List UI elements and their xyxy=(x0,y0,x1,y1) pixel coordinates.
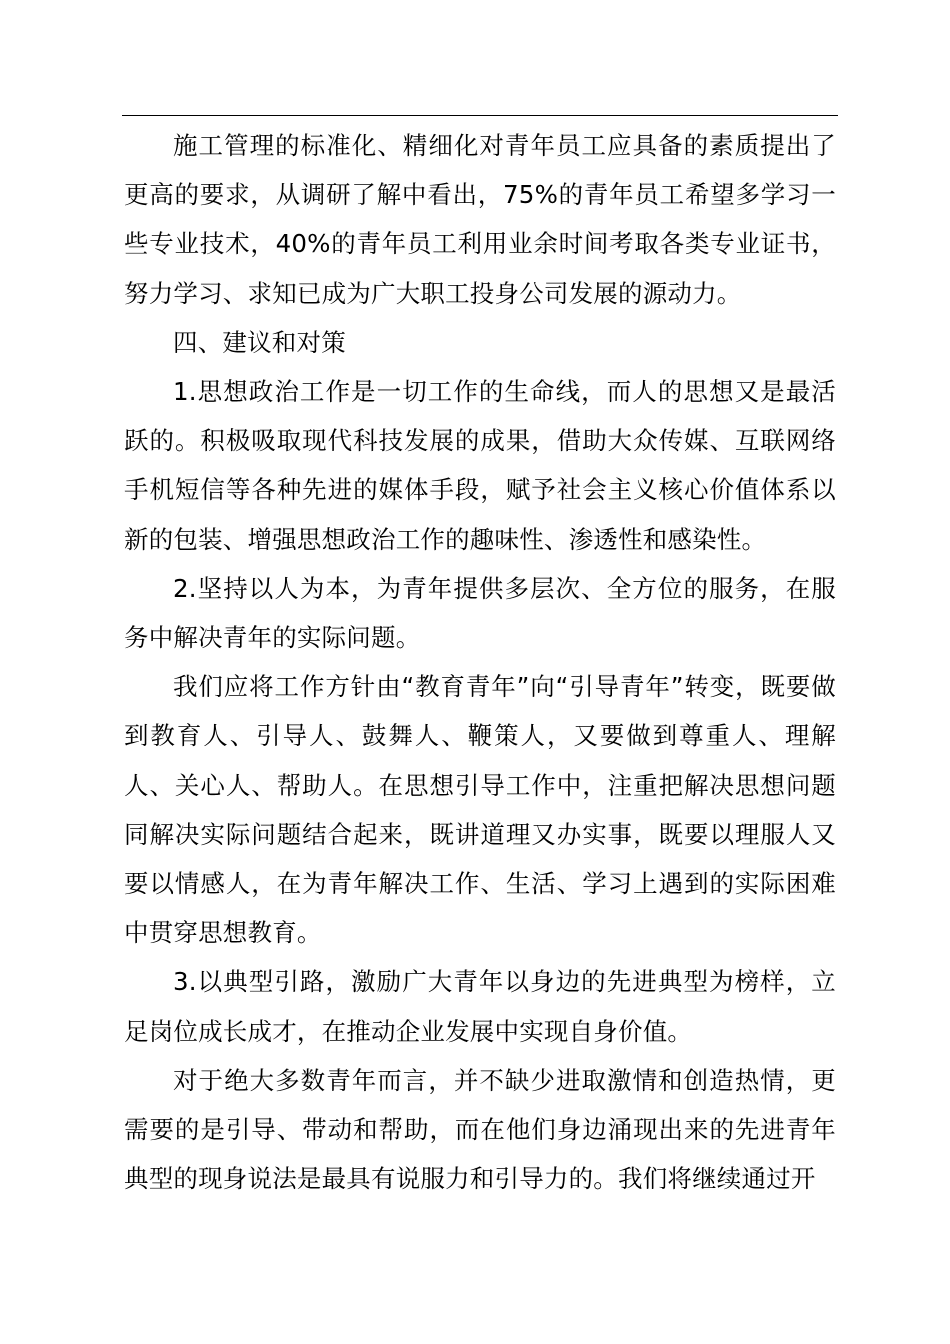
paragraph: 施工管理的标准化、精细化对青年员工应具备的素质提出了更高的要求，从调研了解中看出，75%的青年员工希望多学习一些专业技术，40%的青年员工利用业余时间考取各类专业证书，努力学习、求知已成为广大职工投身公司发展的源动力。 xyxy=(124,131,836,308)
paragraph: 我们应将工作方针由“教育青年”向“引导青年”转变，既要做到教育人、引导人、鼓舞人、鞭策人，又要做到尊重人、理解人、关心人、帮助人。在思想引导工作中，注重把解决思想问题同解决实际问题结合起来，既讲道理又办实事，既要以理服人又要以情感人，在为青年解决工作、生活、学习上遇到的实际困难中贯穿思想教育。 xyxy=(124,672,836,948)
section-heading: 四、建议和对策 xyxy=(173,327,346,357)
document-body xyxy=(124,121,836,1203)
paragraph: 2.坚持以人为本，为青年提供多层次、全方位的服务，在服务中解决青年的实际问题。 xyxy=(124,573,836,653)
paragraph: 对于绝大多数青年而言，并不缺少进取激情和创造热情，更需要的是引导、带动和帮助，而在他们身边涌现出来的先进青年典型的现身说法是最具有说服力和引导力的。我们将继续通过开 xyxy=(124,1065,836,1194)
header-rule xyxy=(122,115,838,116)
paragraph: 1.思想政治工作是一切工作的生命线，而人的思想又是最活跃的。积极吸取现代科技发展的成果，借助大众传媒、互联网络手机短信等各种先进的媒体手段，赋予社会主义核心价值体系以新的包装、增强思想政治工作的趣味性、渗透性和感染性。 xyxy=(124,377,836,554)
paragraph: 3.以典型引路，激励广大青年以身边的先进典型为榜样，立足岗位成长成才，在推动企业发展中实现自身价值。 xyxy=(124,967,836,1046)
